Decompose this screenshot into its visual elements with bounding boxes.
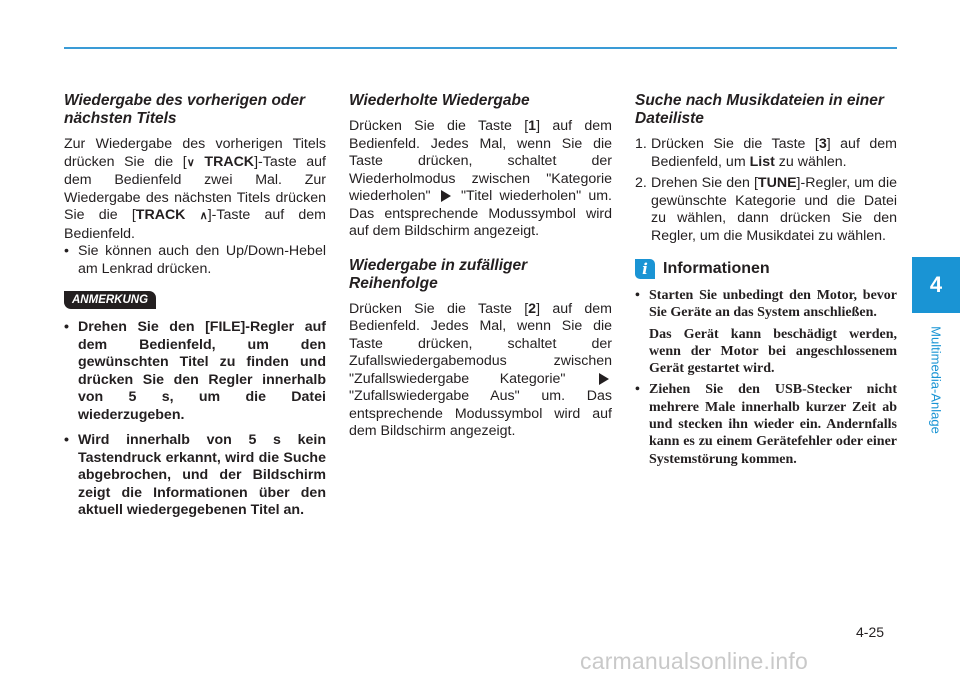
watermark: carmanualsonline.info — [580, 648, 808, 674]
note-badge: ANMERKUNG — [64, 291, 156, 309]
step-list — [635, 136, 897, 245]
chapter-number-tab: 4 — [912, 257, 960, 313]
paragraph-previous-next: Zur Wiedergabe des vorherigen Titels drücken Sie die [∨ TRACK]-Taste auf dem Bedienfeld zwei Mal. Zur Wiedergabe des nächsten Titels drücken Sie die [TRACK ∧]-Taste auf dem Bedienfeld. — [64, 136, 326, 242]
list-item: • Sie können auch den Up/Down-Hebel am Lenkrad drücken. — [64, 243, 326, 278]
note-item: • Drehen Sie den [FILE]-Regler auf dem Bedienfeld, um den gewünschten Titel zu finden und drücken Sie den Regler innerhalb von 5 s, um die Datei wiederzugeben. — [64, 319, 326, 424]
up-caret-icon: ∧ — [199, 210, 208, 222]
bullet-list — [64, 243, 326, 278]
info-item: • Ziehen Sie den USB-Stecker nicht mehrere Male innerhalb kurzer Zeit ab und stecken ihn wieder ein. Andernfalls kann es zu einem Gerätefehler oder einer Systemstörung kommen. — [635, 381, 897, 467]
paragraph-shuffle: Drücken Sie die Taste [2] auf dem Bedienfeld. Jedes Mal, wenn Sie die Taste drücken, schaltet der Zufallswiedergabemodus zwischen "Zufallswiedergabe Kategorie" "Zufallswiedergabe Aus" um. Das entsprechende Modussymbol wird auf dem Bildschirm angezeigt. — [349, 300, 612, 439]
column-file-search — [635, 92, 897, 472]
down-caret-icon: ∨ — [186, 156, 195, 169]
info-header — [635, 259, 897, 279]
note-item: • Wird innerhalb von 5 s kein Tastendruck erkannt, wird die Suche abgebrochen, und der Bildschirm zeigt die Informationen über den aktuell wiedergegebenen Titel an. — [64, 432, 326, 520]
heading-file-search: Suche nach Musikdateien in einer Dateiliste — [635, 92, 884, 127]
info-icon: i — [635, 259, 655, 279]
arrow-right-icon — [599, 373, 609, 385]
arrow-right-icon — [441, 190, 451, 202]
heading-shuffle: Wiedergabe in zufälliger Reihenfolge — [349, 256, 528, 292]
heading-repeat: Wiederholte Wiedergabe — [349, 92, 530, 109]
step-item: 1. Drücken Sie die Taste [3] auf dem Bedienfeld, um List zu wählen. — [635, 136, 897, 170]
info-list — [635, 287, 897, 468]
step-item: 2. Drehen Sie den [TUNE]-Regler, um die gewünschte Kategorie und die Datei zu wählen, dann drücken Sie den Regler, um die Musikdatei zu wählen. — [635, 175, 897, 244]
info-title: Informationen — [663, 260, 770, 277]
column-repeat-shuffle — [349, 92, 612, 441]
page-number: 4-25 — [856, 624, 885, 640]
column-previous-next-track — [64, 92, 326, 528]
info-item: • Starten Sie unbedingt den Motor, bevor Sie Geräte an das System anschließen. Das Gerät kann beschädigt werden, wenn der Motor bei angeschlossenem Gerät gestartet wird. — [635, 287, 897, 377]
note-list — [64, 319, 326, 520]
heading-previous-next: Wiedergabe des vorherigen oder nächsten Titels — [64, 92, 306, 127]
chapter-title-vertical: Multimedia-Anlage — [928, 326, 944, 434]
paragraph-repeat: Drücken Sie die Taste [1] auf dem Bedienfeld. Jedes Mal, wenn Sie die Taste drücken, schaltet der Wiederholmodus zwischen "Kategorie wiederholen" "Titel wiederholen" um. Das entsprechende Modussymbol wird auf dem Bildschirm angezeigt. — [349, 118, 612, 239]
header-rule — [64, 47, 897, 49]
